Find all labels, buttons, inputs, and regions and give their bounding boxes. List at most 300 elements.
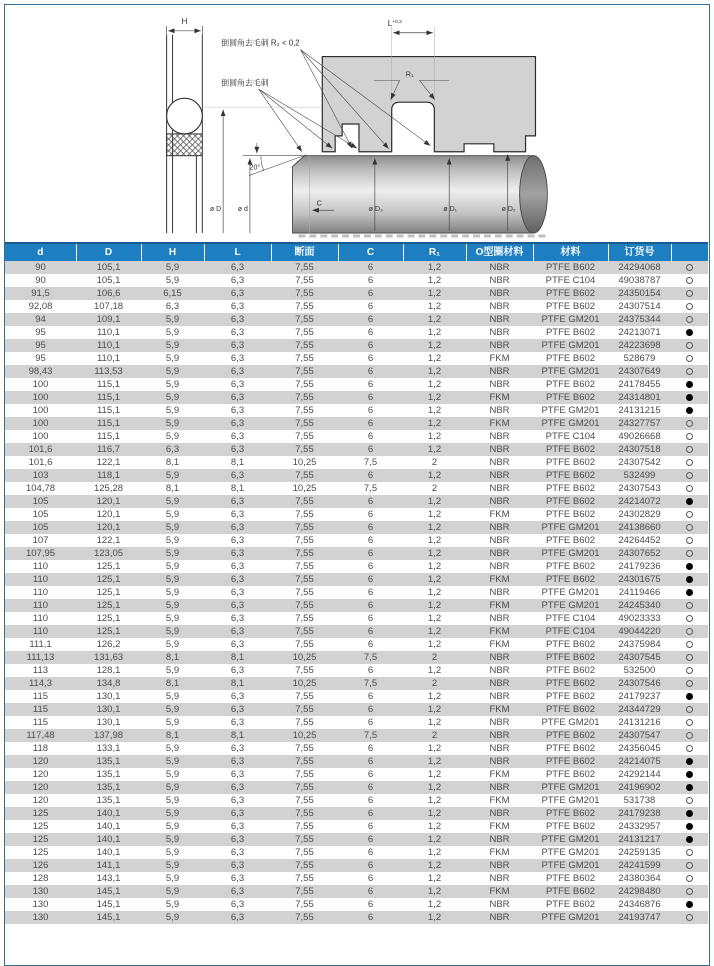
dim-diaD3-label: ø D₃	[368, 206, 383, 214]
cell-H: 5,9	[165, 509, 180, 520]
cell-cross-section: 7,55	[295, 431, 314, 442]
cell-oring-material: NBR	[489, 613, 510, 624]
cell-d: 91,5	[31, 288, 50, 299]
cell-R1: 1,2	[427, 743, 442, 754]
cell-D: 105,1	[96, 262, 121, 273]
availability-cell	[671, 300, 708, 313]
cell-material: PTFE GM201	[541, 795, 600, 806]
cell-C: 6	[367, 340, 374, 351]
cell-cross-section: 7,55	[295, 405, 314, 416]
cell-d: 100	[32, 431, 49, 442]
cell-D: 110,1	[96, 353, 121, 364]
cell-order-number: 24375984	[618, 639, 661, 650]
cell-d: 115	[32, 704, 49, 715]
cell-cross-section: 7,55	[295, 665, 314, 676]
header-D: D	[76, 244, 141, 261]
availability-cell	[671, 573, 708, 586]
cell-R1: 1,2	[427, 873, 442, 884]
open-circle-icon	[686, 797, 693, 804]
cell-order-number: 24301675	[618, 574, 661, 585]
header-H: H	[141, 244, 204, 261]
cell-material: PTFE C104	[545, 275, 596, 286]
cell-d: 117,48	[26, 730, 55, 741]
cell-C: 6	[367, 496, 374, 507]
availability-cell	[671, 755, 708, 768]
cell-oring-material: FKM	[489, 769, 510, 780]
cell-d: 128	[32, 873, 49, 884]
cell-D: 116,7	[96, 444, 121, 455]
cell-L: 6,3	[230, 691, 245, 702]
open-circle-icon	[686, 719, 693, 726]
cell-R1: 1,2	[427, 834, 442, 845]
cell-order-number: 24245340	[618, 600, 661, 611]
cell-oring-material: FKM	[489, 639, 510, 650]
cell-C: 7,5	[363, 730, 378, 741]
cell-D: 137,98	[93, 730, 124, 741]
cell-cross-section: 7,55	[295, 288, 314, 299]
table-row	[5, 482, 708, 495]
cell-R1: 1,2	[427, 574, 442, 585]
cell-H: 5,9	[165, 808, 180, 819]
cell-R1: 1,2	[427, 795, 442, 806]
cell-d: 125	[32, 808, 49, 819]
open-circle-icon	[686, 706, 693, 713]
cell-R1: 1,2	[427, 535, 442, 546]
cell-D: 135,1	[96, 782, 121, 793]
table-row	[5, 534, 708, 547]
cell-oring-material: NBR	[489, 860, 510, 871]
cell-order-number: 24259135	[618, 847, 661, 858]
cell-oring-material: NBR	[489, 340, 510, 351]
dim-angle-label: 20°	[249, 164, 261, 172]
cell-material: PTFE C104	[545, 431, 596, 442]
open-circle-icon	[686, 511, 693, 518]
open-circle-icon	[686, 459, 693, 466]
cell-H: 5,9	[165, 873, 180, 884]
cell-R1: 1,2	[427, 262, 442, 273]
cell-cross-section: 7,55	[295, 262, 314, 273]
cell-L: 6,3	[230, 288, 245, 299]
cell-material: PTFE C104	[545, 613, 596, 624]
cell-C: 6	[367, 600, 374, 611]
cell-D: 120,1	[96, 522, 121, 533]
cell-D: 125,1	[96, 626, 121, 637]
cell-material: PTFE B602	[545, 561, 596, 572]
cell-oring-material: NBR	[489, 561, 510, 572]
cell-order-number: 24294068	[618, 262, 661, 273]
cell-L: 6,3	[230, 574, 245, 585]
cell-order-number: 24332957	[618, 821, 661, 832]
cell-R1: 2	[431, 652, 438, 663]
cell-R1: 1,2	[427, 717, 442, 728]
availability-cell	[671, 833, 708, 846]
cell-C: 6	[367, 470, 374, 481]
header-material: 材料	[533, 244, 608, 261]
cell-R1: 1,2	[427, 756, 442, 767]
cell-material: PTFE B602	[545, 678, 596, 689]
cell-L: 6,3	[230, 912, 245, 923]
cell-H: 5,9	[165, 847, 180, 858]
cell-cross-section: 7,55	[295, 782, 314, 793]
cell-cross-section: 7,55	[295, 834, 314, 845]
open-circle-icon	[686, 667, 693, 674]
cell-C: 6	[367, 691, 374, 702]
availability-cell	[671, 430, 708, 443]
filled-circle-icon	[686, 784, 693, 791]
cell-H: 5,9	[165, 522, 180, 533]
cell-H: 5,9	[165, 665, 180, 676]
table-row	[5, 729, 708, 742]
cell-cross-section: 7,55	[295, 808, 314, 819]
cell-L: 8,1	[230, 483, 245, 494]
dim-l-label	[388, 19, 402, 28]
cell-C: 7,5	[363, 457, 378, 468]
cell-cross-section: 7,55	[295, 821, 314, 832]
cell-oring-material: FKM	[489, 795, 510, 806]
table-row	[5, 742, 708, 755]
cell-material: PTFE B602	[545, 509, 596, 520]
open-circle-icon	[686, 602, 693, 609]
open-circle-icon	[686, 654, 693, 661]
cell-D: 113,53	[94, 366, 123, 377]
cell-cross-section: 7,55	[295, 418, 314, 429]
cell-cross-section: 7,55	[295, 639, 314, 650]
cell-d: 125	[32, 821, 49, 832]
cell-material: PTFE GM201	[541, 366, 600, 377]
cell-cross-section: 7,55	[295, 704, 314, 715]
cell-order-number: 49023333	[618, 613, 661, 624]
open-circle-icon	[686, 277, 693, 284]
cell-L: 6,3	[230, 405, 245, 416]
availability-cell	[671, 729, 708, 742]
cell-R1: 1,2	[427, 340, 442, 351]
cell-order-number: 24307542	[618, 457, 661, 468]
table-row	[5, 599, 708, 612]
cell-material: PTFE GM201	[541, 834, 600, 845]
cell-H: 5,9	[165, 379, 180, 390]
availability-cell	[671, 469, 708, 482]
cell-C: 6	[367, 535, 374, 546]
cell-H: 5,9	[165, 470, 180, 481]
cell-L: 6,3	[230, 756, 245, 767]
cell-C: 6	[367, 704, 374, 715]
cell-cross-section: 7,55	[295, 717, 314, 728]
cell-D: 120,1	[96, 496, 121, 507]
cell-material: PTFE B602	[545, 808, 596, 819]
cell-order-number: 24307546	[618, 678, 661, 689]
seal-installation-drawing	[5, 5, 708, 242]
cell-D: 128,1	[96, 665, 121, 676]
availability-cell	[671, 404, 708, 417]
cell-R1: 1,2	[427, 275, 442, 286]
cell-d: 95	[35, 340, 46, 351]
cell-H: 5,9	[165, 600, 180, 611]
cell-H: 5,9	[165, 834, 180, 845]
availability-cell	[671, 859, 708, 872]
cell-D: 105,1	[96, 275, 121, 286]
cell-R1: 1,2	[427, 509, 442, 520]
cell-H: 5,9	[165, 275, 180, 286]
cell-H: 8,1	[165, 483, 180, 494]
cell-L: 8,1	[230, 678, 245, 689]
cell-material: PTFE B602	[545, 756, 596, 767]
cell-d: 107,95	[25, 548, 56, 559]
cell-D: 130,1	[96, 717, 121, 728]
cell-D: 131,63	[93, 652, 124, 663]
cell-material: PTFE B602	[545, 353, 596, 364]
cell-material: PTFE B602	[545, 652, 596, 663]
cell-order-number: 24307543	[618, 483, 661, 494]
cell-H: 6,3	[165, 444, 180, 455]
cell-cross-section: 10,25	[292, 652, 317, 663]
cell-H: 6,15	[163, 288, 182, 299]
cell-R1: 2	[431, 730, 438, 741]
cell-L: 6,3	[230, 873, 245, 884]
seal-cross-section	[167, 35, 203, 233]
cell-C: 6	[367, 587, 374, 598]
availability-cell	[671, 716, 708, 729]
cell-cross-section: 7,55	[295, 769, 314, 780]
table-row	[5, 664, 708, 677]
cell-D: 122,1	[96, 457, 121, 468]
cell-order-number: 24131216	[618, 717, 661, 728]
availability-cell	[671, 885, 708, 898]
open-circle-icon	[686, 290, 693, 297]
cell-C: 6	[367, 327, 374, 338]
table-row	[5, 768, 708, 781]
cell-material: PTFE B602	[545, 665, 596, 676]
cell-H: 6,3	[165, 301, 180, 312]
cell-material: PTFE B602	[545, 496, 596, 507]
cell-L: 6,3	[230, 509, 245, 520]
cell-oring-material: NBR	[489, 496, 510, 507]
availability-cell	[671, 326, 708, 339]
cell-D: 145,1	[96, 899, 121, 910]
cell-L: 8,1	[230, 652, 245, 663]
cell-order-number: 49026668	[618, 431, 661, 442]
cell-d: 113	[32, 665, 49, 676]
cell-C: 6	[367, 626, 374, 637]
cell-order-number: 531738	[623, 795, 656, 806]
cell-H: 8,1	[165, 678, 180, 689]
cell-d: 111,1	[29, 639, 52, 650]
cell-R1: 1,2	[427, 327, 442, 338]
table-row	[5, 352, 708, 365]
open-circle-icon	[686, 420, 693, 427]
table-row	[5, 547, 708, 560]
availability-cell	[671, 794, 708, 807]
cell-H: 5,9	[165, 340, 180, 351]
cell-order-number: 24307545	[618, 652, 661, 663]
availability-cell	[671, 846, 708, 859]
cell-cross-section: 7,55	[295, 522, 314, 533]
cell-D: 106,6	[96, 288, 121, 299]
table-row	[5, 573, 708, 586]
table-row	[5, 716, 708, 729]
cell-D: 122,1	[96, 535, 121, 546]
cell-C: 6	[367, 743, 374, 754]
cell-H: 5,9	[165, 613, 180, 624]
table-row	[5, 690, 708, 703]
cell-H: 8,1	[165, 652, 180, 663]
availability-cell	[671, 898, 708, 911]
header-order-number: 订货号	[608, 244, 671, 261]
dim-diaD1-label: ø D₁	[443, 206, 457, 214]
cell-material: PTFE B602	[545, 483, 596, 494]
cell-D: 140,1	[96, 821, 121, 832]
cell-d: 104,78	[25, 483, 56, 494]
table-row	[5, 638, 708, 651]
cell-oring-material: FKM	[489, 821, 510, 832]
cell-L: 6,3	[230, 561, 245, 572]
cell-order-number: 24138660	[618, 522, 661, 533]
cell-oring-material: NBR	[489, 535, 510, 546]
cell-cross-section: 7,55	[295, 444, 314, 455]
table-row	[5, 508, 708, 521]
filled-circle-icon	[686, 758, 693, 765]
availability-cell	[671, 742, 708, 755]
open-circle-icon	[686, 433, 693, 440]
open-circle-icon	[686, 875, 693, 882]
cell-d: 120	[32, 769, 49, 780]
technical-drawing	[5, 5, 708, 242]
filled-circle-icon	[686, 823, 693, 830]
cell-H: 8,1	[165, 730, 180, 741]
cell-C: 6	[367, 886, 374, 897]
table-row	[5, 339, 708, 352]
cell-order-number: 528679	[623, 353, 656, 364]
cell-L: 6,3	[230, 340, 245, 351]
cell-R1: 1,2	[427, 808, 442, 819]
cell-order-number: 24179236	[618, 561, 661, 572]
cell-R1: 1,2	[427, 704, 442, 715]
availability-cell	[671, 417, 708, 430]
cell-order-number: 24380364	[618, 873, 661, 884]
cell-d: 92,08	[28, 301, 53, 312]
cell-order-number: 532499	[623, 470, 656, 481]
cell-H: 5,9	[165, 717, 180, 728]
cell-order-number: 24264452	[618, 535, 661, 546]
table-row	[5, 469, 708, 482]
cell-d: 110	[32, 574, 49, 585]
availability-cell	[671, 612, 708, 625]
cell-L: 6,3	[230, 782, 245, 793]
open-circle-icon	[686, 914, 693, 921]
availability-cell	[671, 703, 708, 716]
cell-oring-material: FKM	[489, 626, 510, 637]
cell-C: 6	[367, 574, 374, 585]
availability-cell	[671, 365, 708, 378]
availability-cell	[671, 495, 708, 508]
cell-L: 6,3	[230, 327, 245, 338]
cell-cross-section: 7,55	[295, 912, 314, 923]
cell-C: 7,5	[363, 483, 378, 494]
availability-cell	[671, 547, 708, 560]
cell-material: PTFE B602	[545, 730, 596, 741]
cell-cross-section: 7,55	[295, 275, 314, 286]
cell-order-number: 24307652	[618, 548, 661, 559]
cell-D: 123,05	[93, 548, 124, 559]
cell-D: 140,1	[96, 808, 121, 819]
cell-D: 130,1	[96, 691, 121, 702]
availability-cell	[671, 352, 708, 365]
filled-circle-icon	[686, 498, 693, 505]
open-circle-icon	[686, 342, 693, 349]
cell-oring-material: NBR	[489, 665, 510, 676]
cell-oring-material: NBR	[489, 678, 510, 689]
cell-C: 6	[367, 314, 374, 325]
table-row	[5, 287, 708, 300]
cell-cross-section: 7,55	[295, 353, 314, 364]
cell-d: 105	[32, 496, 49, 507]
cell-L: 6,3	[230, 301, 245, 312]
cell-cross-section: 7,55	[295, 496, 314, 507]
cell-cross-section: 10,25	[292, 678, 317, 689]
table-row	[5, 898, 708, 911]
cell-C: 7,5	[363, 678, 378, 689]
open-circle-icon	[686, 628, 693, 635]
cell-H: 5,9	[165, 821, 180, 832]
open-circle-icon	[686, 615, 693, 622]
cell-cross-section: 7,55	[295, 340, 314, 351]
table-row	[5, 430, 708, 443]
table-row	[5, 300, 708, 313]
cell-R1: 1,2	[427, 782, 442, 793]
cell-order-number: 24307547	[618, 730, 661, 741]
cell-R1: 1,2	[427, 288, 442, 299]
availability-cell	[671, 651, 708, 664]
open-circle-icon	[686, 355, 693, 362]
cell-d: 130	[32, 886, 49, 897]
cell-d: 115	[32, 691, 49, 702]
cell-order-number: 24350154	[618, 288, 661, 299]
cell-cross-section: 10,25	[292, 457, 317, 468]
cell-oring-material: NBR	[489, 743, 510, 754]
cell-cross-section: 7,55	[295, 392, 314, 403]
table-row	[5, 703, 708, 716]
cell-L: 6,3	[230, 522, 245, 533]
cell-R1: 2	[431, 457, 438, 468]
cell-oring-material: NBR	[489, 899, 510, 910]
cell-cross-section: 7,55	[295, 587, 314, 598]
cell-material: PTFE B602	[545, 821, 596, 832]
cell-oring-material: NBR	[489, 730, 510, 741]
cell-D: 115,1	[96, 405, 121, 416]
cell-L: 6,3	[230, 665, 245, 676]
cell-R1: 1,2	[427, 392, 442, 403]
cell-R1: 1,2	[427, 665, 442, 676]
cell-C: 6	[367, 548, 374, 559]
cell-cross-section: 7,55	[295, 691, 314, 702]
cell-C: 6	[367, 899, 374, 910]
cell-order-number: 24193747	[618, 912, 661, 923]
cell-L: 6,3	[230, 262, 245, 273]
availability-cell	[671, 664, 708, 677]
cell-oring-material: FKM	[489, 418, 510, 429]
cell-R1: 1,2	[427, 366, 442, 377]
header-row	[5, 244, 708, 261]
table-row	[5, 495, 708, 508]
l-tolerance: +0,2	[392, 19, 402, 25]
cell-R1: 1,2	[427, 301, 442, 312]
cell-L: 6,3	[230, 886, 245, 897]
cell-d: 130	[32, 912, 49, 923]
cell-d: 94	[35, 314, 46, 325]
cell-material: PTFE GM201	[541, 314, 600, 325]
cell-L: 6,3	[230, 314, 245, 325]
availability-cell	[671, 872, 708, 885]
cell-L: 6,3	[230, 587, 245, 598]
